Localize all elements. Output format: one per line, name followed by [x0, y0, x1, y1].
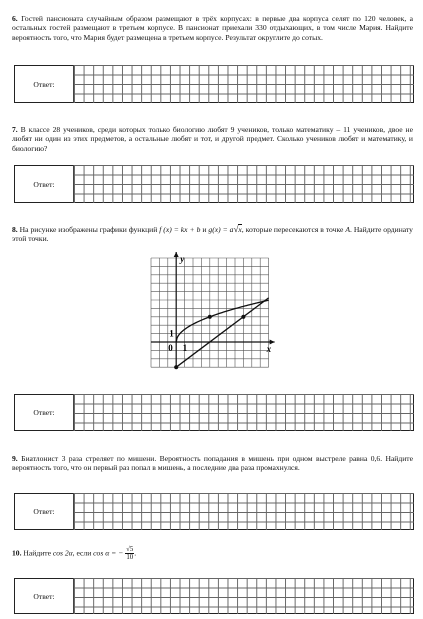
- y-tick-label: 1: [169, 328, 174, 339]
- task-number: 8.: [12, 225, 18, 234]
- task-text: , если: [72, 548, 92, 558]
- task-text: В классе 28 учеников, среди которых только биологию любят 9 учеников, только математику – 11 учеников, двое не любят ни один из этих предметов, а остальные любят и тот, и другой предмет. Сколько учеников любят и математику, и биологию?: [12, 125, 413, 153]
- task-number: 7.: [12, 125, 18, 134]
- origin-label: 0: [168, 343, 173, 353]
- formula-cos2a: cos 2α: [52, 548, 73, 558]
- answer-grid[interactable]: [73, 578, 414, 614]
- answer-label: Ответ:: [33, 80, 55, 89]
- task-7: [12, 125, 413, 153]
- task-text: Найдите: [23, 548, 51, 558]
- answer-grid[interactable]: [73, 394, 414, 431]
- task-text: .: [134, 548, 137, 558]
- task-6: [12, 14, 413, 42]
- curve-graph-g: [176, 300, 268, 342]
- point-label: A: [345, 225, 350, 234]
- task-number: 10.: [12, 548, 22, 558]
- formula-g: g(x) = a: [208, 225, 234, 234]
- answer-label: Ответ:: [33, 592, 55, 601]
- answer-label: Ответ:: [33, 180, 55, 189]
- line-point: [241, 315, 245, 319]
- answer-grid[interactable]: [73, 493, 414, 530]
- task-text: Биатлонист 3 раза стреляет по мишени. Вероятность попадания в мишень при одном выстреле равна 0,6. Найдите вероятность того, что он первый раз попал в мишень, а последние два раза промахнулся.: [12, 454, 413, 473]
- answer-box-7[interactable]: [14, 165, 414, 203]
- task-9: [12, 454, 413, 473]
- formula-f: f (x) = kx + b: [159, 225, 201, 234]
- answer-label: Ответ:: [33, 507, 55, 516]
- task-text: . Найдите ординату этой точки.: [12, 225, 413, 244]
- answer-box-8[interactable]: [14, 394, 414, 431]
- task-text: На рисунке изображены графики функций: [19, 225, 158, 234]
- fraction-numerator: √5: [126, 546, 134, 553]
- line-point: [174, 365, 178, 369]
- y-axis-label: y: [180, 254, 185, 264]
- x-tick-label: 1: [182, 343, 188, 353]
- task-text: Гостей пансионата случайным образом размещают в трёх корпусах: в первые два корпуса селят по 120 человек, а остальных гостей размещают в третьем корпусе. В пансионат приехали 330 отдыхающих, в том числе Мария. Найдите вероятность того, что Мария будет размещена в третьем корпусе. Результат округлите до сотых.: [12, 14, 414, 42]
- fraction: [125, 546, 137, 561]
- task-text: и: [202, 225, 207, 234]
- intersection-point: [208, 315, 212, 319]
- answer-box-10[interactable]: [14, 578, 414, 614]
- function-graph: [0, 250, 423, 390]
- task-8: 8. На рисунке изображены графики функций f (x) = kx + b и g(x) = a√x, которые пересекаются в точке A. Найдите ординату этой точки.: [12, 224, 413, 244]
- answer-box-6[interactable]: [14, 65, 414, 103]
- task-text: , которые пересекаются в точке: [241, 225, 344, 234]
- task-10: [12, 546, 413, 561]
- fraction-denominator: 10: [126, 554, 134, 561]
- sqrt-argument: x: [238, 225, 242, 234]
- x-axis-label: x: [266, 344, 272, 354]
- formula-condition: cos α = −: [93, 548, 124, 558]
- answer-box-9[interactable]: [14, 493, 414, 530]
- task-number: 9.: [12, 454, 18, 463]
- answer-grid[interactable]: [73, 65, 414, 103]
- task-number: 6.: [12, 14, 18, 23]
- answer-label: Ответ:: [33, 408, 55, 417]
- y-axis-arrow: [174, 252, 179, 257]
- answer-grid[interactable]: [73, 165, 414, 203]
